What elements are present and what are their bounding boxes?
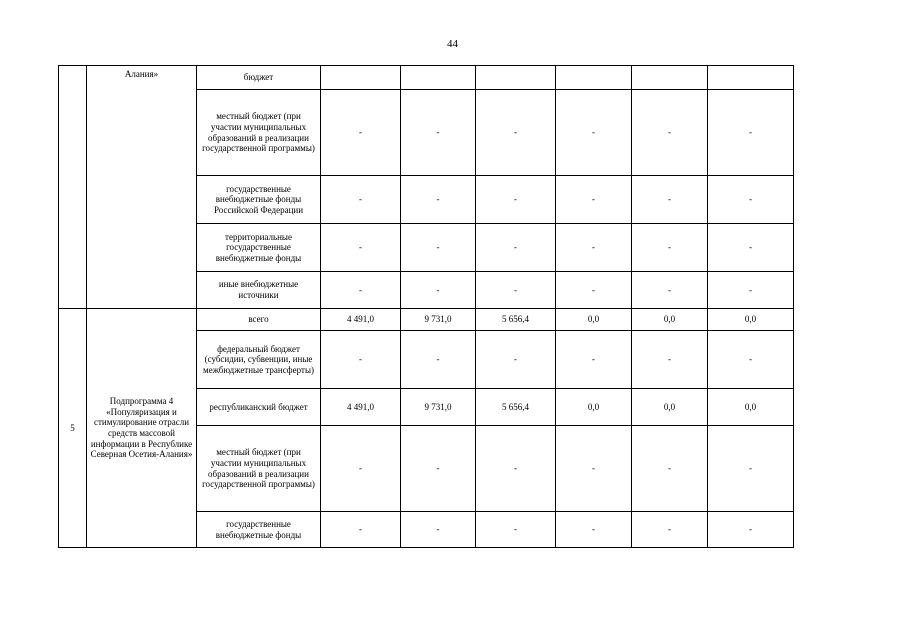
value-cell: 4 491,0 (321, 309, 401, 331)
budget-table (58, 65, 794, 548)
value-cell: 0,0 (556, 309, 632, 331)
value-cell: 5 656,4 (476, 389, 556, 426)
value-cell: - (708, 176, 794, 224)
value-cell: - (321, 176, 401, 224)
value-cell: - (556, 90, 632, 176)
funding-source-cell: бюджет (197, 66, 321, 90)
row-number-cell (59, 66, 87, 309)
value-cell: - (401, 512, 476, 548)
value-cell: - (476, 176, 556, 224)
funding-source-cell: всего (197, 309, 321, 331)
program-name-cell: Подпрограмма 4 «Популяризация и стимулирование отрасли средств массовой информации в Республике Северная Осетия-Алания» (87, 309, 197, 548)
funding-source-cell: иные внебюджетные источники (197, 272, 321, 309)
value-cell: - (556, 176, 632, 224)
value-cell (321, 66, 401, 90)
funding-source-cell: республиканский бюджет (197, 389, 321, 426)
value-cell: 0,0 (632, 309, 708, 331)
value-cell (556, 66, 632, 90)
program-name-cell: Алания» (87, 66, 197, 309)
value-cell: - (632, 176, 708, 224)
value-cell: - (556, 331, 632, 389)
value-cell: - (476, 90, 556, 176)
table-row (59, 66, 794, 90)
value-cell: - (708, 331, 794, 389)
value-cell: - (632, 512, 708, 548)
value-cell: - (321, 512, 401, 548)
value-cell (476, 66, 556, 90)
value-cell: 4 491,0 (321, 389, 401, 426)
value-cell: - (476, 512, 556, 548)
table-row (59, 309, 794, 331)
value-cell: 0,0 (632, 389, 708, 426)
value-cell: - (401, 426, 476, 512)
value-cell: - (556, 224, 632, 272)
value-cell: 0,0 (556, 389, 632, 426)
value-cell: - (321, 426, 401, 512)
value-cell: - (476, 331, 556, 389)
value-cell: - (401, 224, 476, 272)
funding-source-cell: государственные внебюджетные фонды (197, 512, 321, 548)
page-number: 44 (447, 38, 458, 50)
value-cell: - (476, 224, 556, 272)
value-cell: - (708, 512, 794, 548)
value-cell: - (476, 272, 556, 309)
value-cell (401, 66, 476, 90)
value-cell: 5 656,4 (476, 309, 556, 331)
value-cell: - (401, 272, 476, 309)
funding-source-cell: местный бюджет (при участии муниципальных образований в реализации государственной программы) (197, 90, 321, 176)
value-cell: - (401, 90, 476, 176)
value-cell: - (321, 331, 401, 389)
value-cell: 0,0 (708, 389, 794, 426)
value-cell: - (476, 426, 556, 512)
value-cell: - (632, 272, 708, 309)
value-cell: - (708, 426, 794, 512)
value-cell: 0,0 (708, 309, 794, 331)
row-number-cell: 5 (59, 309, 87, 548)
value-cell: - (321, 90, 401, 176)
value-cell: - (321, 224, 401, 272)
value-cell: - (321, 272, 401, 309)
value-cell: - (632, 224, 708, 272)
value-cell: - (556, 272, 632, 309)
funding-source-cell: местный бюджет (при участии муниципальных образований в реализации государственной программы) (197, 426, 321, 512)
value-cell: - (632, 426, 708, 512)
value-cell: - (708, 272, 794, 309)
value-cell: - (401, 176, 476, 224)
value-cell: - (632, 331, 708, 389)
funding-source-cell: территориальные государственные внебюджетные фонды (197, 224, 321, 272)
value-cell (708, 66, 794, 90)
value-cell: - (556, 426, 632, 512)
value-cell: - (708, 90, 794, 176)
value-cell: - (401, 331, 476, 389)
value-cell: - (708, 224, 794, 272)
value-cell: - (632, 90, 708, 176)
funding-source-cell: федеральный бюджет (субсидии, субвенции, иные межбюджетные трансферты) (197, 331, 321, 389)
value-cell (632, 66, 708, 90)
value-cell: 9 731,0 (401, 309, 476, 331)
funding-source-cell: государственные внебюджетные фонды Российской Федерации (197, 176, 321, 224)
value-cell: - (556, 512, 632, 548)
value-cell: 9 731,0 (401, 389, 476, 426)
